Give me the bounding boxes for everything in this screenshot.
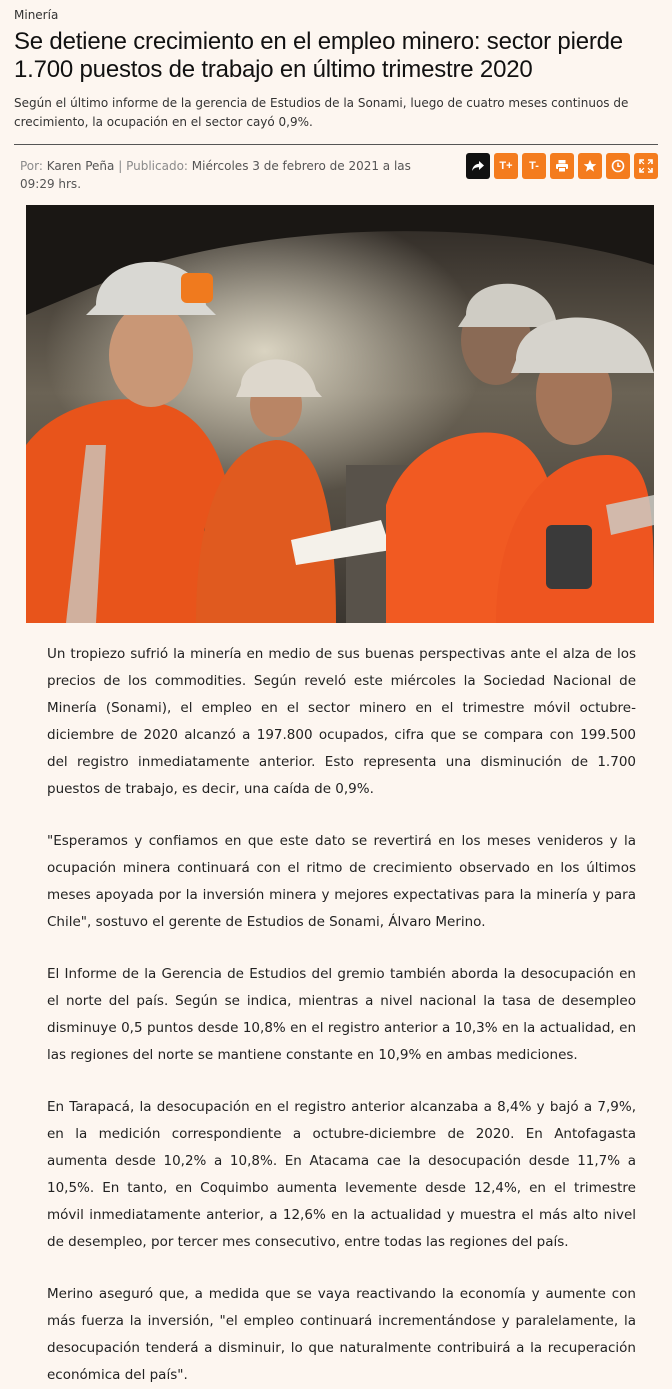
fullscreen-icon <box>639 159 653 173</box>
headline: Se detiene crecimiento en el empleo minero: sector pierde 1.700 puestos de trabajo en último trimestre 2020 <box>14 28 623 83</box>
share-button[interactable] <box>466 153 490 179</box>
fullscreen-button[interactable] <box>634 153 658 179</box>
text-increase-icon: T+ <box>499 160 513 172</box>
meta-row <box>0 145 672 197</box>
text-increase-button[interactable] <box>494 153 518 179</box>
paragraph-5: Merino aseguró que, a medida que se vaya reactivando la economía y aumente con más fuerza la inversión, "el empleo continuará incrementándose y paralelamente, la desocupación tenderá a disminuir, lo que naturalmente contribuirá a la recuperación económica del país". <box>47 1286 636 1383</box>
paragraph-1: Un tropiezo sufrió la minería en medio de sus buenas perspectivas ante el alza de los precios de los commodities. Según reveló este miércoles la Sociedad Nacional de Minería (Sonami), el empleo en el sector minero en el trimestre móvil octubre-diciembre de 2020 alcanzó a 197.800 ocupados, cifra que se compara con 199.500 del registro inmediatamente anterior. Esto representa una disminución de 1.700 puestos de trabajo, es decir, una caída de 0,9%. <box>47 646 636 797</box>
section-label[interactable]: Minería <box>14 8 59 22</box>
paragraph-2: "Esperamos y confiamos en que este dato se revertirá en los meses venideros y la ocupación minera continuará con el ritmo de crecimiento observado en los últimos meses apoyada por la inversión minera y mejores expectativas para la minería y para Chile", sostuvo el gerente de Estudios de Sonami, Álvaro Merino. <box>47 833 636 930</box>
article-header <box>0 0 672 144</box>
byline-separator: | <box>118 159 123 173</box>
paragraph-3: El Informe de la Gerencia de Estudios del gremio también aborda la desocupación en el norte del país. Según se indica, mientras a nivel nacional la tasa de desempleo disminuye 0,5 puntos desde 10,8% en el registro anterior a 10,3% en la actualidad, en las regiones del norte se mantiene constante en 10,9% en ambas mediciones. <box>47 966 636 1063</box>
paragraph-4: En Tarapacá, la desocupación en el registro anterior alcanzaba a 8,4% y bajó a 7,9%, en la medición correspondiente a octubre-diciembre de 2020. En Antofagasta aumenta desde 10,2% a 10,8%. En Atacama cae la desocupación desde 11,7% a 10,5%. En tanto, en Coquimbo aumenta levemente desde 12,4%, en el trimestre móvil inmediatamente anterior, a 12,6% en la actualidad y muestra el más alto nivel de desempleo, por tercer mes consecutivo, entre todas las regiones del país. <box>47 1099 636 1250</box>
history-button[interactable] <box>606 153 630 179</box>
share-icon <box>471 159 485 173</box>
article-body <box>0 623 672 1389</box>
text-decrease-icon: T- <box>529 160 539 172</box>
print-icon <box>555 159 569 173</box>
by-label: Por: <box>20 159 43 173</box>
star-icon <box>583 159 597 173</box>
article-photo <box>26 205 654 623</box>
publish-date: Miércoles 3 de febrero de 2021 a las 09:29 hrs. <box>20 159 411 191</box>
miners-photo <box>26 205 654 623</box>
subtitle: Según el último informe de la gerencia de Estudios de la Sonami, luego de cuatro meses continuos de crecimiento, la ocupación en el sector cayó 0,9%. <box>14 96 629 129</box>
article-toolbar <box>466 153 658 179</box>
author: Karen Peña <box>46 159 115 173</box>
favorite-button[interactable] <box>578 153 602 179</box>
print-button[interactable] <box>550 153 574 179</box>
published-label: Publicado: <box>126 159 188 173</box>
byline <box>20 153 420 193</box>
text-decrease-button[interactable] <box>522 153 546 179</box>
clock-icon <box>611 159 625 173</box>
